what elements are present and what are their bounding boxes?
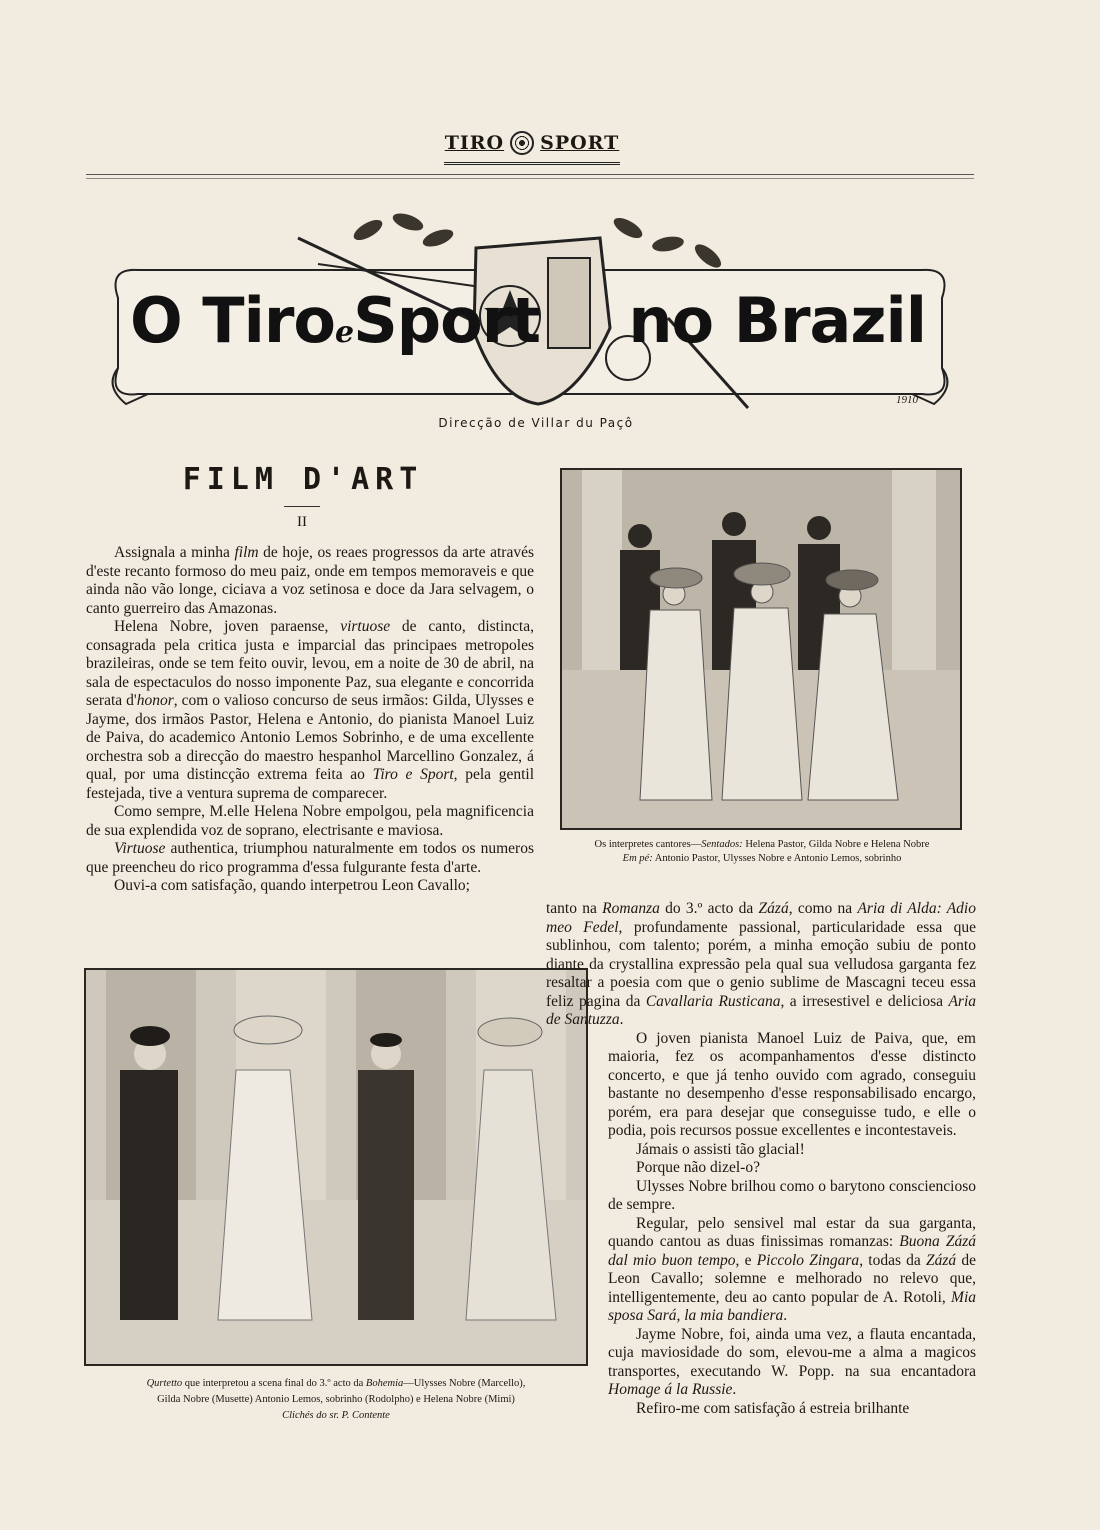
text-run: Porque não dizel-o? — [636, 1159, 760, 1176]
text-run: , todas da — [859, 1251, 926, 1269]
italic-run: Buona Zázá dal mio buon tempo — [608, 1233, 976, 1269]
caption-line — [554, 838, 970, 852]
text-run: tanto na — [546, 900, 603, 917]
text-run: . — [619, 1011, 624, 1028]
italic-run: Aria de Santuzza — [546, 992, 976, 1028]
text-run: do 3.º acto da — [659, 900, 759, 917]
masthead-logo — [444, 124, 620, 165]
masthead-rule-secondary — [86, 178, 974, 179]
italic-run: Clichés do sr. P. Contente — [282, 1410, 390, 1421]
text-run: Assignala a minha — [114, 544, 235, 561]
masthead-rule — [86, 174, 974, 175]
italic-run: Homage á la Russie — [608, 1381, 733, 1398]
text-run: O joven pianista Manoel Luiz de Paiva, que, em maioria, fez os acompanhamentos d'esse distincto concerto, e que já tenho ouvido com agrado, conseguiu bastante no desempenho d'esse responsabilisado encargo, porém, era para desejar que conseguisse tudo, e elle o podia, pois recursos possue excellentes e incontestaveis. — [608, 1029, 976, 1139]
photo-quartet-caption — [96, 1376, 576, 1424]
italic-run: Zázá — [758, 900, 789, 917]
italic-run: virtuose — [340, 618, 391, 635]
paragraph — [608, 1030, 976, 1141]
banner-title-left: O TiroeSport — [130, 283, 540, 357]
text-run: de canto, distincta, consagrada pela critica justa e imparcial das principaes metropoles brazileiras, onde se tem feito ouvir, levou, em a noite de 30 de abril, na sala de espectaculos do nosso imponente Paz, sua elegante e concorrida serata d' — [86, 618, 534, 709]
text-run: Gilda Nobre (Musette) Antonio Lemos, sobrinho (Rodolpho) e Helena Nobre (Mimi) — [157, 1394, 515, 1405]
text-run: , pela gentil festejada, tive a ventura suprema de comparecer. — [86, 766, 535, 802]
photo-singers-group — [560, 468, 962, 830]
paragraph — [608, 1141, 976, 1160]
italic-run: Virtuose — [114, 840, 166, 857]
paragraph — [86, 877, 534, 896]
logo-word-left: TIRO — [444, 132, 505, 154]
artist-signature: 1910 — [896, 394, 918, 406]
article-part-number: II — [297, 514, 307, 530]
text-run: . — [732, 1381, 737, 1398]
italic-run: Mia sposa Sará, la mia bandiera — [608, 1288, 976, 1324]
text-run: Helena Pastor, Gilda Nobre e Helena Nobre — [742, 839, 930, 850]
italic-run: Zázá — [926, 1251, 957, 1269]
text-run: —Ulysses Nobre (Marcello), — [403, 1378, 526, 1389]
italic-run: honor — [136, 692, 174, 709]
text-run: Jámais o assisti tão glacial! — [636, 1140, 805, 1158]
photo-singers-caption — [554, 838, 970, 866]
text-run: Refiro-me com satisfação á estreia brilhante — [636, 1399, 910, 1417]
target-icon — [510, 131, 534, 155]
direction-credit: Direcção de Villar du Paçô — [438, 416, 634, 430]
italic-run: Cavallaria Rusticana — [645, 992, 781, 1010]
paragraph — [608, 1215, 976, 1326]
paragraph — [86, 840, 534, 877]
text-run: Como sempre, M.elle Helena Nobre empolgou, pela magnificencia de sua explendida voz de soprano, electrisante e maviosa. — [86, 803, 534, 839]
paragraph — [608, 1400, 976, 1419]
paragraph — [86, 803, 534, 840]
text-run: Regular, pelo sensivel mal estar da sua garganta, quando cantou as duas finissimas romanzas: — [608, 1214, 976, 1250]
text-run: Helena Nobre, joven paraense, — [114, 618, 341, 635]
italic-run: film — [234, 544, 259, 561]
column-right-continuation — [546, 900, 976, 1030]
banner-title-right: no Brazil — [628, 283, 926, 357]
italic-run: Piccolo Zingara — [756, 1251, 860, 1269]
banner-title — [108, 270, 952, 370]
text-run: . — [783, 1307, 788, 1324]
text-run: Antonio Pastor, Ulysses Nobre e Antonio Lemos, sobrinho — [652, 853, 902, 864]
paragraph — [86, 544, 534, 618]
article-column-right — [546, 900, 976, 1418]
caption-line — [96, 1392, 576, 1408]
text-run: Ouvi-a com satisfação, quando interpetrou Leon Cavallo; — [114, 877, 470, 894]
photo-quartet-illustration — [86, 970, 586, 1364]
paragraph — [608, 1326, 976, 1400]
column-right-inset — [546, 1030, 976, 1419]
text-run: de Leon Cavallo; solemne e melhorado no relevo que, intelligentemente, deu ao canto popular de A. Rotoli, — [608, 1251, 976, 1306]
text-run: , como na — [788, 900, 858, 917]
article-column-left — [86, 544, 534, 896]
italic-run: Qurtetto — [146, 1378, 183, 1389]
paragraph — [86, 618, 534, 803]
italic-run: Aria di Alda: Adio meo Fedel — [546, 900, 976, 936]
text-run: que interpretou a scena final do 3.º acto da — [182, 1378, 366, 1389]
paragraph — [608, 1178, 976, 1215]
text-run: de hoje, os reaes progressos da arte através d'este recanto formoso do meu paiz, onde em tempos memoraveis e que ainda não vão longe, ciciava a voz setinosa e doce da Jara selvagem, o canto guerreiro das Amazonas. — [86, 544, 534, 617]
photo-singers-illustration — [562, 470, 960, 828]
text-run: Ulysses Nobre brilhou como o barytono consciencioso de sempre. — [608, 1177, 976, 1213]
text-run: Jayme Nobre, foi, ainda uma vez, a flauta encantada, cuja maviosidade do som, elevou-me a alma a magicos transportes, executando W. Popp. na sua encantadora — [608, 1325, 976, 1380]
text-run: authentica, triumphou naturalmente em todos os numeros que preencheu do rico programma d'essa fulgurante festa d'arte. — [86, 840, 534, 876]
italic-run: Sentados: — [701, 839, 743, 850]
italic-run: Bohemia — [365, 1378, 404, 1389]
italic-run: Tiro e Sport — [372, 766, 454, 783]
italic-run: Em pé: — [622, 853, 653, 864]
logo-word-right: SPORT — [540, 132, 620, 154]
text-run: , profundamente passional, particularidade essa que sublinhou, com talento; porém, a minha emoção subiu de ponto diante da crystallina expressão pela qual sua velludosa garganta fez resaltar a poesia com que o genio sublime de Mascagni teceu essa feliz pagina da — [546, 918, 976, 1010]
text-run: , a irresestivel e deliciosa — [780, 992, 949, 1010]
text-run: , e — [735, 1251, 757, 1269]
text-run: Os interpretes cantores— — [594, 839, 702, 850]
article-headline: FILM D'ART — [182, 462, 424, 497]
photo-quartet — [84, 968, 588, 1366]
text-run: , com o valioso concurso de seus irmãos: Gilda, Ulysses e Jayme, dos irmãos Pastor, Helena e Antonio, do pianista Manoel Luiz de Paiva, do academico Antonio Lemos Sobrinho, e de uma excellente orchestra sob a direcção do maestro hespanhol Marcellino Gonzalez, á qual, por uma distincção extrema feita ao — [86, 692, 534, 783]
caption-line — [554, 852, 970, 866]
section-banner — [108, 208, 952, 418]
italic-run: Romanza — [602, 900, 660, 917]
caption-line — [96, 1408, 576, 1424]
headline-divider — [284, 506, 320, 507]
paragraph — [608, 1159, 976, 1178]
caption-line — [96, 1376, 576, 1392]
seated-figures — [640, 563, 898, 800]
